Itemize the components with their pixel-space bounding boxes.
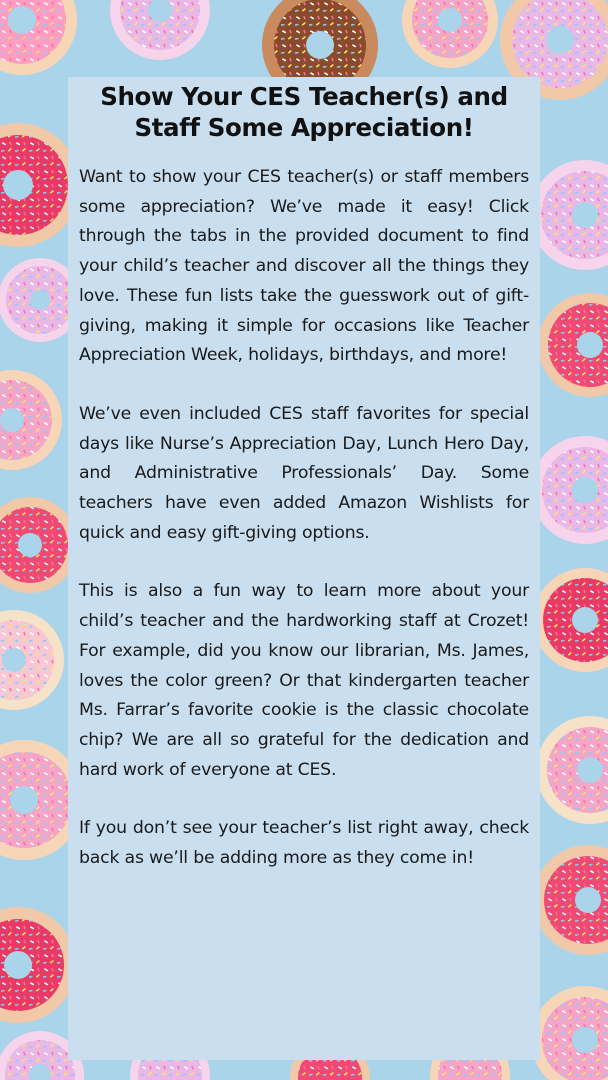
content-card	[68, 77, 540, 1060]
page-title: Show Your CES Teacher(s) and Staff Some Appreciation!	[100, 82, 508, 142]
paragraph-check-back: If you don’t see your teacher’s list right away, check back as we’ll be adding more as they come in!	[79, 818, 529, 869]
paragraph-fun-facts: This is also a fun way to learn more about your child’s teacher and the hardworking staff at Crozet! For example, did you know our librarian, Ms. James, loves the color green? Or that kindergarten teacher Ms. Farrar’s favorite cookie is the classic chocolate chip? We are all so grateful for the dedication and hard work of everyone at CES.	[79, 581, 529, 780]
paragraph-intro: Want to show your CES teacher(s) or staff members some appreciation? We’ve made it easy! Click through the tabs in the provided document to find your child’s teacher and discover all the things they love. These fun lists take the guesswork out of gift-giving, making it simple for occasions like Teacher Appreciation Week, holidays, birthdays, and more!	[79, 167, 529, 366]
paragraph-staff-favorites: We’ve even included CES staff favorites for special days like Nurse’s Appreciation Day, Lunch Hero Day, and Administrative Professionals’ Day. Some teachers have even added Amazon Wishlists for quick and easy gift-giving options.	[79, 403, 529, 543]
